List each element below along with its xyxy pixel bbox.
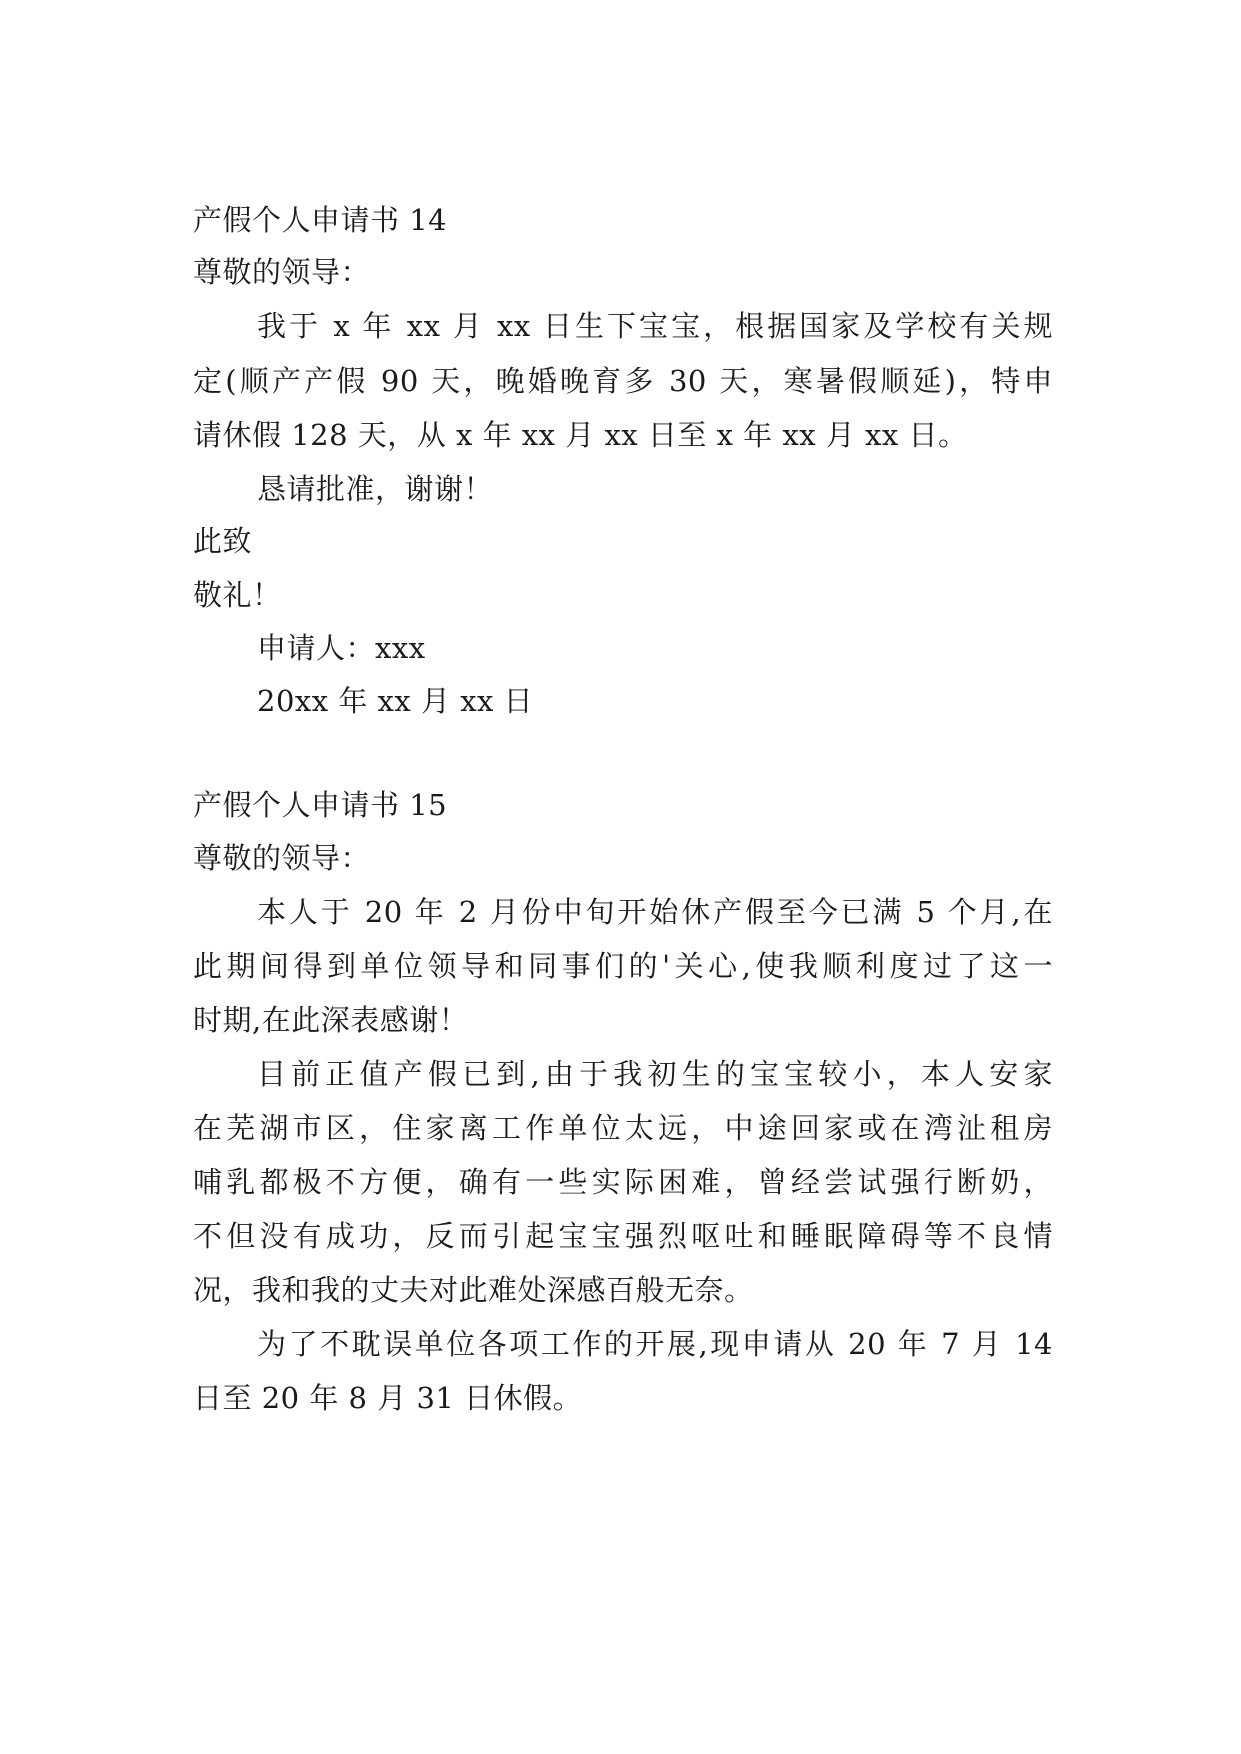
- applicant-line: 申请人：xxx: [257, 631, 426, 665]
- date-line: 20xx 年 xx 月 xx 日: [257, 684, 534, 718]
- closing-line: 敬礼！: [193, 578, 282, 612]
- body-line: 我于 x 年 xx 月 xx 日生下宝宝，根据国家及学校有关规: [257, 309, 1053, 343]
- salutation: 尊敬的领导：: [193, 841, 371, 875]
- body-line: 哺乳都极不方便，确有一些实际困难，曾经尝试强行断奶，: [193, 1165, 1053, 1199]
- body-line: 为了不耽误单位各项工作的开展,现申请从 20 年 7 月 14: [257, 1327, 1053, 1361]
- request-line: 恳请批准，谢谢！: [257, 472, 494, 506]
- body-line: 此期间得到单位领导和同事们的'关心,使我顺利度过了这一: [193, 949, 1053, 983]
- salutation: 尊敬的领导：: [193, 255, 371, 289]
- body-line: 况，我和我的丈夫对此难处深感百般无奈。: [193, 1273, 754, 1307]
- body-line: 定(顺产产假 90 天，晚婚晚育多 30 天，寒暑假顺延)，特申: [193, 364, 1053, 398]
- body-line: 目前正值产假已到,由于我初生的宝宝较小，本人安家: [257, 1057, 1053, 1091]
- closing-line: 此致: [193, 524, 253, 558]
- body-line: 日至 20 年 8 月 31 日休假。: [193, 1381, 583, 1415]
- body-line: 不但没有成功，反而引起宝宝强烈呕吐和睡眠障碍等不良情: [193, 1219, 1053, 1253]
- body-line: 在芜湖市区，住家离工作单位太远，中途回家或在湾沚租房: [193, 1111, 1053, 1145]
- letter-title: 产假个人申请书 15: [193, 788, 448, 822]
- body-line: 本人于 20 年 2 月份中旬开始休产假至今已满 5 个月,在: [257, 895, 1053, 929]
- body-line: 请休假 128 天，从 x 年 xx 月 xx 日至 x 年 xx 月 xx 日。: [193, 418, 968, 452]
- body-line: 时期,在此深表感谢！: [193, 1003, 469, 1037]
- letter-title: 产假个人申请书 14: [193, 203, 448, 237]
